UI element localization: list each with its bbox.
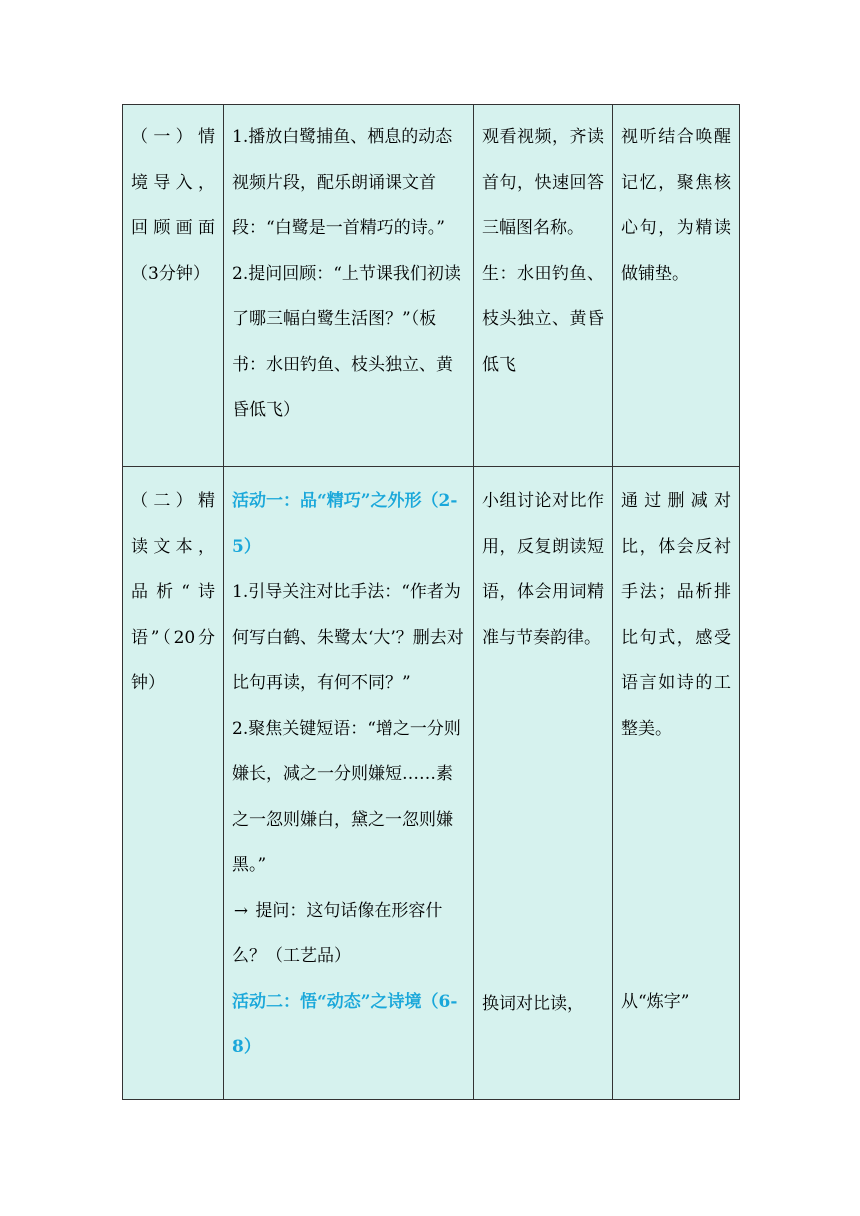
teacher-step-1: 1.引导关注对比手法：“作者为何写白鹤、朱鹭太‘大’？删去对比句再读，有何不同？” bbox=[232, 582, 464, 693]
student-activity-cell bbox=[474, 467, 613, 1100]
teacher-activity-cell bbox=[224, 105, 474, 467]
student-activity-text: 小组讨论对比作用，反复朗读短语，体会用词精准与节奏韵律。 bbox=[482, 491, 604, 648]
student-activity-continuation: 换词对比读， bbox=[482, 994, 584, 1014]
activity-one-title: 活动一：品“精巧”之外形（2-5） bbox=[232, 491, 458, 557]
teacher-step-2: 2.提问回顾：“上节课我们初读了哪三幅白鹭生活图？”（板书：水田钓鱼、枝头独立、黄昏低飞） bbox=[232, 263, 461, 420]
teacher-follow-up-question bbox=[232, 889, 465, 980]
teacher-activity-cell bbox=[224, 467, 474, 1100]
student-answer-text: 生：水田钓鱼、枝头独立、黄昏低飞 bbox=[482, 263, 604, 375]
design-intent-text: 视听结合唤醒记忆，聚焦核心句，为精读做铺垫。 bbox=[621, 127, 731, 284]
design-intent-continuation: 从“炼字” bbox=[621, 992, 690, 1012]
design-intent-cell bbox=[613, 467, 740, 1100]
stage-text: （二）精读文本，品析“诗语”（20分钟） bbox=[131, 491, 215, 693]
table-row bbox=[123, 467, 740, 1100]
activity-two-title: 活动二：悟“动态”之诗境（6-8） bbox=[232, 991, 458, 1057]
student-activity-text: 观看视频，齐读首句，快速回答三幅图名称。 bbox=[482, 127, 604, 238]
teacher-step-2: 2.聚焦关键短语：“增之一分则嫌长，减之一分则嫌短……素之一忽则嫌白，黛之一忽则嫌黑。” bbox=[232, 718, 461, 875]
follow-up-question-text: 提问：这句话像在形容什么？（工艺品） bbox=[232, 900, 443, 966]
student-activity-cell bbox=[474, 105, 613, 467]
stage-text: （一）情境导入，回顾画面（3分钟） bbox=[131, 127, 215, 284]
design-intent-text: 通过删减对比，体会反衬手法；品析排比句式，感受语言如诗的工整美。 bbox=[621, 491, 731, 739]
arrow-right-icon: → bbox=[233, 900, 249, 921]
stage-cell bbox=[123, 105, 224, 467]
design-intent-cell bbox=[613, 105, 740, 467]
stage-cell bbox=[123, 467, 224, 1100]
teacher-step-1: 1.播放白鹭捕鱼、栖息的动态视频片段，配乐朗诵课文首段：“白鹭是一首精巧的诗。” bbox=[232, 127, 453, 238]
lesson-plan-table bbox=[122, 104, 740, 1100]
table-row bbox=[123, 105, 740, 467]
